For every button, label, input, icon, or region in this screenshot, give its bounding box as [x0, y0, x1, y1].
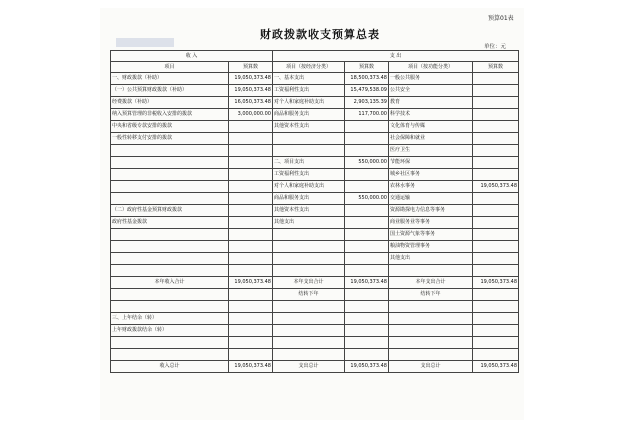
- func-value: [473, 145, 519, 157]
- econ-value: 550,000.00: [345, 157, 389, 169]
- column-header-row: [111, 62, 519, 73]
- income-value: [229, 133, 273, 145]
- expense-section-header: 支 出: [273, 51, 519, 62]
- income-item: 经费拨款（补助）: [111, 97, 229, 109]
- income-section-header: 收 入: [111, 51, 273, 62]
- prev-balance-row: [111, 313, 519, 325]
- document-code: 预算01表: [488, 15, 514, 22]
- income-value: [229, 253, 273, 265]
- econ-value: [345, 145, 389, 157]
- func-item: 资源勘探电力信息等事务: [389, 205, 473, 217]
- col-header-budget: 预算数: [473, 62, 519, 73]
- col-header-budget: 预算数: [229, 62, 273, 73]
- table-row: [111, 181, 519, 193]
- func-item: 科学技术: [389, 109, 473, 121]
- func-value: [473, 217, 519, 229]
- col-header-func: 项目（按功能分类）: [389, 62, 473, 73]
- func-item: 社会保障和就业: [389, 133, 473, 145]
- income-item: 政府性基金拨款: [111, 217, 229, 229]
- func-item: 交通运输: [389, 193, 473, 205]
- table-row: [111, 85, 519, 97]
- econ-value: [345, 205, 389, 217]
- table-row: [111, 241, 519, 253]
- prev-fiscal-balance-label: 上年财政拨款结余（转）: [111, 325, 229, 337]
- income-value: [229, 169, 273, 181]
- table-row: [111, 121, 519, 133]
- income-item: [111, 157, 229, 169]
- func-item: 公共安全: [389, 85, 473, 97]
- income-item: （二）政府性基金预算财政拨款: [111, 205, 229, 217]
- econ-value: 117,700.00: [345, 109, 389, 121]
- income-value: 16,050,373.48: [229, 97, 273, 109]
- prev-balance-label: 三、上年结余（转）: [111, 313, 229, 325]
- income-item: [111, 145, 229, 157]
- year-expense-total-value-func: 19,050,373.48: [473, 277, 519, 289]
- func-item: 粮油物资管理事务: [389, 241, 473, 253]
- table-row: [111, 145, 519, 157]
- econ-item: [273, 253, 345, 265]
- expense-grand-total-label: 支出总计: [273, 361, 345, 373]
- income-value: 3,000,000.00: [229, 109, 273, 121]
- func-value: 19,050,373.48: [473, 181, 519, 193]
- econ-item: 对个人和家庭补助支出: [273, 181, 345, 193]
- econ-item: 对个人和家庭补助支出: [273, 97, 345, 109]
- table-row: [111, 193, 519, 205]
- econ-value: [345, 241, 389, 253]
- econ-item: [273, 133, 345, 145]
- econ-item: 一、基本支出: [273, 73, 345, 85]
- econ-value: [345, 169, 389, 181]
- econ-value: 2,903,135.39: [345, 97, 389, 109]
- table-row: [111, 109, 519, 121]
- income-value: [229, 145, 273, 157]
- carry-forward-row: [111, 289, 519, 301]
- econ-value: [345, 217, 389, 229]
- year-total-row: [111, 277, 519, 289]
- income-item: （一）公共预算财政拨款（补助）: [111, 85, 229, 97]
- econ-item: [273, 229, 345, 241]
- econ-item: 其他支出: [273, 217, 345, 229]
- econ-item: [273, 241, 345, 253]
- func-value: [473, 241, 519, 253]
- func-value: [473, 133, 519, 145]
- income-value: 19,050,373.48: [229, 73, 273, 85]
- income-item: [111, 253, 229, 265]
- func-value: [473, 73, 519, 85]
- econ-value: [345, 181, 389, 193]
- func-value: [473, 205, 519, 217]
- unit-label: 单位：元: [484, 44, 507, 50]
- income-value: [229, 157, 273, 169]
- blurred-stamp: [116, 38, 174, 47]
- document-title: 财政拨款收支预算总表: [260, 28, 380, 41]
- budget-table: [110, 50, 519, 373]
- table-row: [111, 337, 519, 349]
- table-row: [111, 349, 519, 361]
- income-value: [229, 181, 273, 193]
- func-item: 其他支出: [389, 253, 473, 265]
- table-row: [111, 97, 519, 109]
- func-item: 农林水事务: [389, 181, 473, 193]
- table-row: [111, 157, 519, 169]
- econ-value: [345, 229, 389, 241]
- col-header-econ: 项目（按经济分类）: [273, 62, 345, 73]
- income-value: [229, 241, 273, 253]
- func-item: 文化体育与传媒: [389, 121, 473, 133]
- table-row: [111, 229, 519, 241]
- income-grand-total-label: 收入总计: [111, 361, 229, 373]
- income-item: [111, 193, 229, 205]
- func-item: 医疗卫生: [389, 145, 473, 157]
- econ-value: 550,000.00: [345, 193, 389, 205]
- table-row: [111, 73, 519, 85]
- func-item: 教育: [389, 97, 473, 109]
- year-expense-total-label: 本年支出合计: [273, 277, 345, 289]
- func-value: [473, 229, 519, 241]
- econ-value: 15,479,538.09: [345, 85, 389, 97]
- income-item: [111, 169, 229, 181]
- year-income-total-value: 19,050,373.48: [229, 277, 273, 289]
- econ-item: 商品和服务支出: [273, 109, 345, 121]
- func-item: 国土资源气象等事务: [389, 229, 473, 241]
- table-row: [111, 133, 519, 145]
- carry-next-year-func: 结转下年: [389, 289, 473, 301]
- income-value: [229, 205, 273, 217]
- func-value: [473, 97, 519, 109]
- expense-grand-total-label-func: 支出总计: [389, 361, 473, 373]
- table-row: [111, 301, 519, 313]
- income-value: [229, 229, 273, 241]
- table-row: [111, 217, 519, 229]
- income-grand-total-value: 19,050,373.48: [229, 361, 273, 373]
- econ-item: 其他资本性支出: [273, 205, 345, 217]
- econ-item: 其他资本性支出: [273, 121, 345, 133]
- expense-grand-total-value: 19,050,373.48: [345, 361, 389, 373]
- income-item: 纳入预算管理的非税收入安排的拨款: [111, 109, 229, 121]
- func-value: [473, 169, 519, 181]
- col-header-item: 项目: [111, 62, 229, 73]
- income-value: [229, 193, 273, 205]
- income-value: [229, 121, 273, 133]
- econ-item: 商品和服务支出: [273, 193, 345, 205]
- func-value: [473, 253, 519, 265]
- income-item: 一、财政拨款（补助）: [111, 73, 229, 85]
- table-row: [111, 253, 519, 265]
- prev-fiscal-balance-row: [111, 325, 519, 337]
- econ-value: [345, 253, 389, 265]
- col-header-budget: 预算数: [345, 62, 389, 73]
- income-item: [111, 241, 229, 253]
- carry-next-year-econ: 结转下年: [273, 289, 345, 301]
- table-row: [111, 265, 519, 277]
- income-item: [111, 229, 229, 241]
- table-row: [111, 169, 519, 181]
- table-row: [111, 205, 519, 217]
- income-item: 中央和省级专款安排的拨款: [111, 121, 229, 133]
- econ-item: 二、项目支出: [273, 157, 345, 169]
- year-income-total-label: 本年收入合计: [111, 277, 229, 289]
- func-value: [473, 85, 519, 97]
- func-value: [473, 109, 519, 121]
- income-item: [111, 181, 229, 193]
- expense-grand-total-value-func: 19,050,373.48: [473, 361, 519, 373]
- econ-item: [273, 145, 345, 157]
- section-header-row: [111, 51, 519, 62]
- econ-value: 18,500,373.48: [345, 73, 389, 85]
- func-item: 商业服务业等事务: [389, 217, 473, 229]
- year-expense-total-value: 19,050,373.48: [345, 277, 389, 289]
- func-item: 一般公共服务: [389, 73, 473, 85]
- econ-item: 工资福利性支出: [273, 169, 345, 181]
- econ-item: 工资福利性支出: [273, 85, 345, 97]
- grand-total-row: [111, 361, 519, 373]
- func-value: [473, 193, 519, 205]
- year-expense-total-label-func: 本年支出合计: [389, 277, 473, 289]
- income-item: 一般性转移支付安排的拨款: [111, 133, 229, 145]
- func-value: [473, 121, 519, 133]
- econ-value: [345, 121, 389, 133]
- income-value: 19,050,373.48: [229, 85, 273, 97]
- func-item: 节能环保: [389, 157, 473, 169]
- func-value: [473, 157, 519, 169]
- income-value: [229, 217, 273, 229]
- econ-value: [345, 133, 389, 145]
- func-item: 城乡社区事务: [389, 169, 473, 181]
